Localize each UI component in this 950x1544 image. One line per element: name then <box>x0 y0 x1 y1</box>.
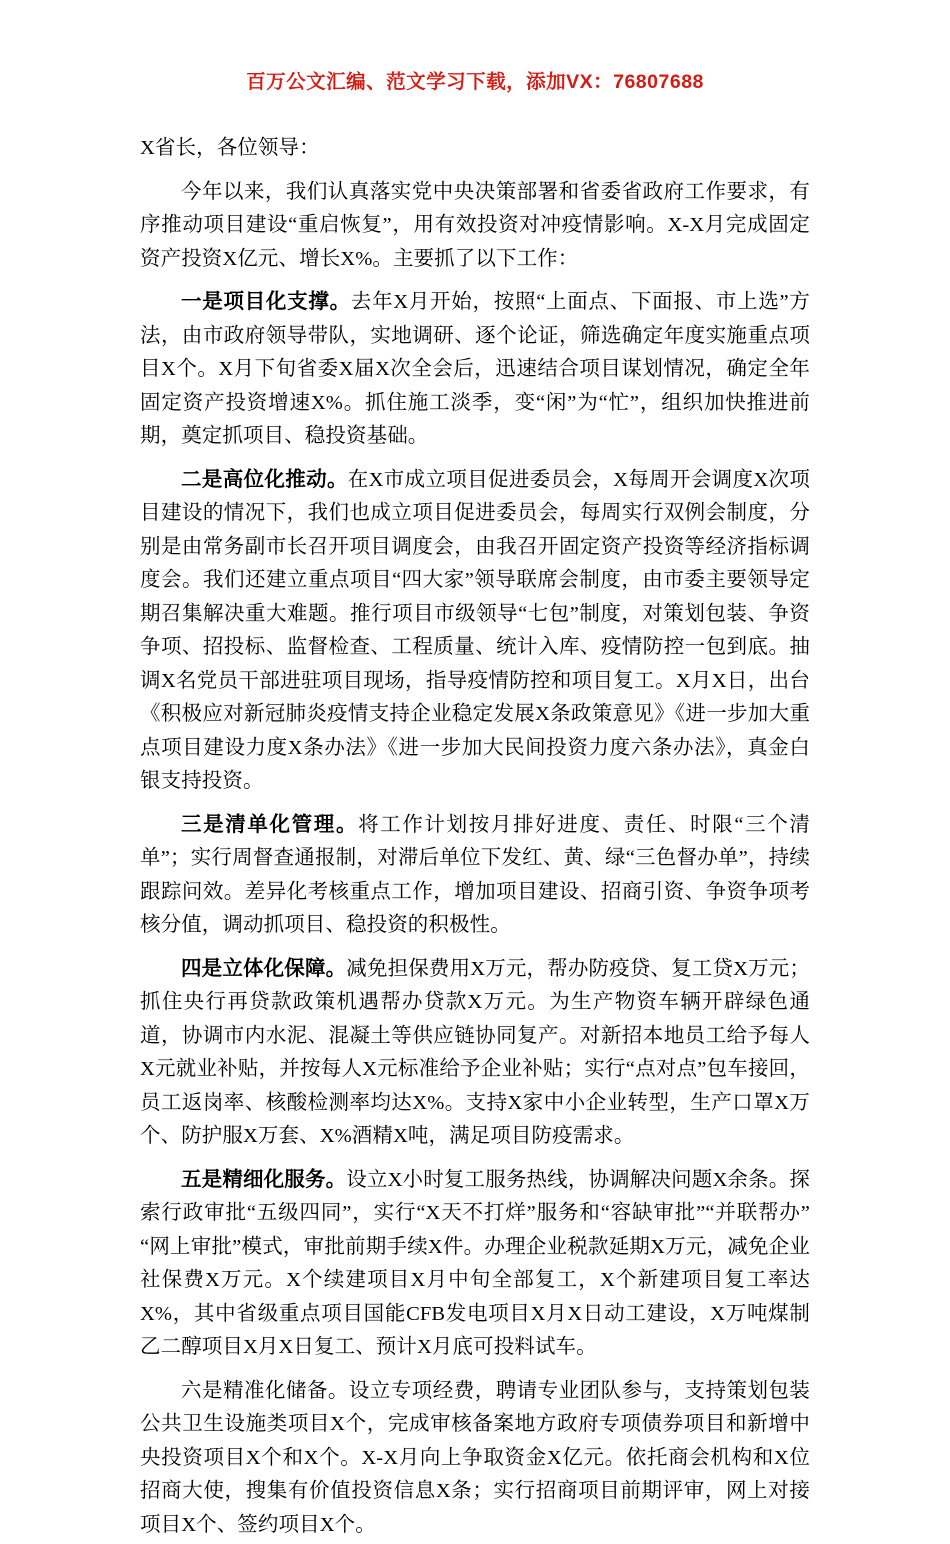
paragraph-text: 设立X小时复工服务热线，协调解决问题X余条。探索行政审批“五级四同”，实行“X天不打烊”服务和“容缺审批”“并联帮办”“网上审批”模式，审批前期手续X件。办理企业税款延期X万元，减免企业社保费X万元。X个续建项目X月中旬全部复工，X个新建项目复工率达X%，其中省级重点项目国能CFB发电项目X月X日动工建设，X万吨煤制乙二醇项目X月X日复工、预计X月底可投料试车。 <box>140 1168 810 1358</box>
paragraph-text: 去年X月开始，按照“上面点、下面报、市上选”方法，由市政府领导带队，实地调研、逐个论证，筛选确定年度实施重点项目X个。X月下旬省委X届X次全会后，迅速结合项目谋划情况，确定全年固定资产投资增速X%。抓住施工淡季，变“闲”为“忙”，组织加快推进前期，奠定抓项目、稳投资基础。 <box>140 291 810 447</box>
point-five-paragraph <box>140 1164 810 1365</box>
intro-paragraph <box>140 176 810 277</box>
paragraph-container <box>140 176 810 1543</box>
paragraph-text: 减免担保费用X万元，帮办防疫贷、复工贷X万元；抓住央行再贷款政策机遇帮办贷款X万元。为生产物资车辆开辟绿色通道，协调市内水泥、混凝土等供应链协同复产。对新招本地员工给予每人X元就业补贴，并按每人X元标准给予企业补贴；实行“点对点”包车接回，员工返岗率、核酸检测率均达X%。支持X家中小企业转型，生产口罩X万个、防护服X万套、X%酒精X吨，满足项目防疫需求。 <box>140 957 810 1147</box>
document-body <box>0 132 950 1542</box>
paragraph-heading: 四是立体化保障。 <box>181 957 347 980</box>
paragraph-heading: 五是精细化服务。 <box>181 1168 347 1191</box>
paragraph-heading: 三是清单化管理。 <box>181 813 359 836</box>
point-one-paragraph <box>140 286 810 454</box>
paragraph-heading: 二是高位化推动。 <box>181 468 348 491</box>
salutation: X省长，各位领导： <box>140 137 320 159</box>
promo-banner: 百万公文汇编、范文学习下载，添加VX：76807688 <box>246 71 704 93</box>
point-three-paragraph <box>140 809 810 943</box>
point-four-paragraph <box>140 953 810 1154</box>
paragraph-text: 将工作计划按月排好进度、责任、时限“三个清单”；实行周督查通报制，对滞后单位下发红、黄、绿“三色督办单”，持续跟踪问效。差异化考核重点工作，增加项目建设、招商引资、争资争项考核分值，调动抓项目、稳投资的积极性。 <box>140 813 810 936</box>
point-six-paragraph <box>140 1375 810 1543</box>
paragraph-text: 今年以来，我们认真落实党中央决策部署和省委省政府工作要求，有序推动项目建设“重启恢复”，用有效投资对冲疫情影响。X-X月完成固定资产投资X亿元、增长X%。主要抓了以下工作： <box>140 180 810 270</box>
paragraph-heading: 一是项目化支撑。 <box>181 291 351 313</box>
point-two-paragraph <box>140 464 810 799</box>
paragraph-text: 在X市成立项目促进委员会，X每周开会调度X次项目建设的情况下，我们也成立项目促进委员会，每周实行双例会制度，分别是由常务副市长召开项目调度会，由我召开固定资产投资等经济指标调度会。我们还建立重点项目“四大家”领导联席会制度，由市委主要领导定期召集解决重大难题。推行项目市级领导“七包”制度，对策划包装、争资争项、招投标、监督检查、工程质量、统计入库、疫情防控一包到底。抽调X名党员干部进驻项目现场，指导疫情防控和项目复工。X月X日，出台《积极应对新冠肺炎疫情支持企业稳定发展X条政策意见》《进一步加大重点项目建设力度X条办法》《进一步加大民间投资力度六条办法》，真金白银支持投资。 <box>140 468 810 792</box>
paragraph-text: 六是精准化储备。设立专项经费，聘请专业团队参与，支持策划包装公共卫生设施类项目X个，完成审核备案地方政府专项债券项目和新增中央投资项目X个和X个。X-X月向上争取资金X亿元。依托商会机构和X位招商大使，搜集有价值投资信息X条；实行招商项目前期评审，网上对接项目X个、签约项目X个。 <box>140 1379 810 1536</box>
